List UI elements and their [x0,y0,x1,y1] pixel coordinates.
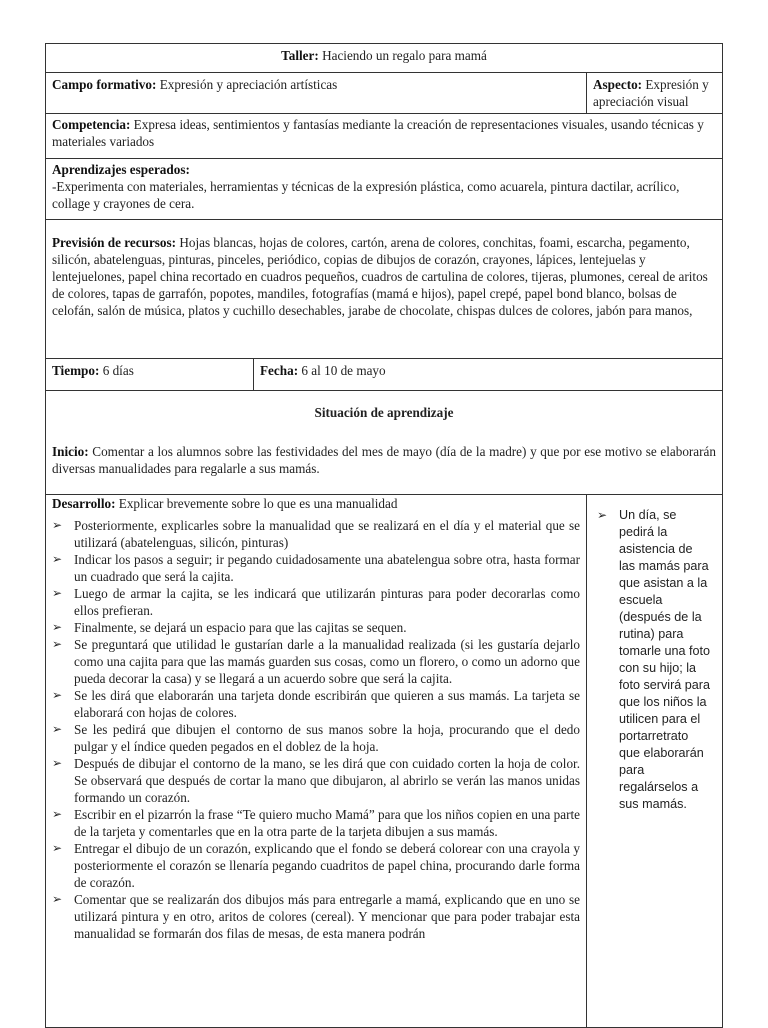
campo-row [46,73,723,114]
competencia-label: Competencia: [52,117,131,132]
fecha-cell [254,359,723,391]
desarrollo-label: Desarrollo: [52,496,116,511]
tiempo-label: Tiempo: [52,363,100,378]
prevision-label: Previsión de recursos: [52,235,177,250]
competencia-row [46,114,723,159]
inicio-label: Inicio: [52,444,89,459]
tiempo-row [46,359,723,391]
situacion-cell [46,391,723,495]
taller-cell [46,44,723,73]
arrow-bullet-icon: ➢ [52,620,63,634]
list-item: ➢ Se les pedirá que dibujen el contorno de sus manos sobre la hoja, procurando que el dedo pulgar y el índice queden pegados en el doblez de la hoja. [52,722,580,754]
situacion-title: Situación de aprendizaje [314,405,454,420]
list-item: ➢ Se preguntará que utilidad le gustarían darle a la manualidad realizada (si les gustaría dejarlo como una cajita para que las mamás guarden sus cosas, como un florero, o como un adorno que pueda decorar la casa) y se llegará a un acuerdo sobre que será la cajita. [52,637,580,686]
aprendizajes-row [46,159,723,220]
arrow-bullet-icon: ➢ [52,586,63,600]
aprendizajes-label: Aprendizajes esperados: [52,162,190,177]
competencia-value: Expresa ideas, sentimientos y fantasías mediante la creación de representaciones visuales, usando técnicas y materiales variados [52,117,704,149]
arrow-bullet-icon: ➢ [52,722,63,736]
arrow-bullet-icon: ➢ [52,756,63,770]
tiempo-value: 6 días [102,363,134,378]
side-note [597,507,712,813]
aprendizajes-value: -Experimenta con materiales, herramientas y técnicas de la expresión plástica, como acuarela, pintura dactilar, acrílico, collage y crayones de cera. [52,179,680,211]
list-item: ➢ Después de dibujar el contorno de la mano, se les dirá que con cuidado corten la hoja de color. Se observará que después de cortar la mano que dibujaron, al abrirlo se verán las manos unidas formando un corazón. [52,756,580,805]
desarrollo-heading [52,495,580,512]
fecha-value: 6 al 10 de mayo [301,363,386,378]
arrow-bullet-icon: ➢ [52,892,63,906]
aprendizajes-cell [46,159,723,220]
prevision-cell [46,220,723,359]
situacion-row [46,391,723,495]
list-item: ➢ Indicar los pasos a seguir; ir pegando cuidadosamente una abatelengua sobre otra, hasta formar un cuadrado que será la cajita. [52,552,580,584]
list-item: ➢ Comentar que se realizarán dos dibujos más para entregarle a mamá, explicando que en uno se utilizará pintura y en otro, aritos de colores (cereal). Y mencionar que para poder trabajar esta manualidad se formarán dos filas de mesas, de esta manera podrán [52,892,580,941]
campo-cell [46,73,587,114]
inicio-paragraph [52,443,716,477]
taller-row [46,44,723,73]
fecha-label: Fecha: [260,363,299,378]
list-item: ➢ Finalmente, se dejará un espacio para que las cajitas se sequen. [52,620,407,635]
list-item: ➢ Escribir en el pizarrón la frase “Te quiero mucho Mamá” para que los niños copien en una parte de la tarjeta y comentarles que en la otra parte de la tarjeta dibujen a sus mamás. [52,807,580,839]
side-note-cell [587,495,723,1028]
aspecto-cell [587,73,723,114]
competencia-cell [46,114,723,159]
aspecto-label: Aspecto: [593,77,643,92]
list-item: ➢ Posteriormente, explicarles sobre la manualidad que se realizará en el día y el material que se utilizará (abatelenguas, silicón, pinturas) [52,518,580,550]
desarrollo-row [46,495,723,1028]
arrow-bullet-icon: ➢ [52,552,63,566]
taller-value: Haciendo un regalo para mamá [322,48,487,63]
prevision-row [46,220,723,359]
arrow-bullet-icon: ➢ [52,688,63,702]
desarrollo-list [52,517,580,942]
lesson-plan-table [45,43,723,1028]
arrow-bullet-icon: ➢ [52,807,63,821]
arrow-bullet-icon: ➢ [597,508,608,522]
campo-label: Campo formativo: [52,77,157,92]
aspecto-value: Expresión y apreciación visual [593,77,709,109]
arrow-bullet-icon: ➢ [52,637,63,651]
arrow-bullet-icon: ➢ [52,518,63,532]
list-item: ➢ Entregar el dibujo de un corazón, explicando que el fondo se deberá colorear con una crayola y posteriormente el corazón se llenaría pegando cuadritos de papel china, procurando darle forma de corazón. [52,841,580,890]
lesson-plan-document [45,43,722,1028]
desarrollo-value: Explicar brevemente sobre lo que es una manualidad [118,496,398,511]
campo-value: Expresión y apreciación artísticas [159,77,338,92]
inicio-value: Comentar a los alumnos sobre las festividades del mes de mayo (día de la madre) y que por ese motivo se elaborarán diversas manualidades para regalarle a sus mamás. [52,444,717,476]
side-note-text: Un día, se pedirá la asistencia de las mamás para que asistan a la escuela (después de la rutina) para tomarle una foto con su hijo; la foto servirá para que los niños la utilicen para el portarretrato que elaborarán para regalárselos a sus mamás. [619,508,711,811]
desarrollo-cell [46,495,587,1028]
tiempo-cell [46,359,254,391]
list-item: ➢ Se les dirá que elaborarán una tarjeta donde escribirán que quieren a sus mamás. La tarjeta se elaborará con hojas de colores. [52,688,580,720]
prevision-value: Hojas blancas, hojas de colores, cartón, arena de colores, conchitas, foami, escarcha, pegamento, silicón, abatelenguas, pinturas, pinceles, periódico, copias de dibujos de corazón, crayones, lápices, lentejuelas y lentejuelones, papel china recortado en cuadros pequeños, cuadros de cartulina de colores, tijeras, plumones, cereal de aritos de colores, tapas de garrafón, popotes, mandiles, fotografías (mamá e hijos), papel crepé, papel bond blanco, bolsas de celofán, salón de música, platos y cuchillo desechables, jarabe de chocolate, chispas dulces de colores, jabón para manos, [52,235,708,318]
taller-label: Taller: [281,48,319,63]
list-item: ➢ Luego de armar la cajita, se les indicará que utilizarán pinturas para poder decorarlas como ellos prefieran. [52,586,580,618]
arrow-bullet-icon: ➢ [52,841,63,855]
